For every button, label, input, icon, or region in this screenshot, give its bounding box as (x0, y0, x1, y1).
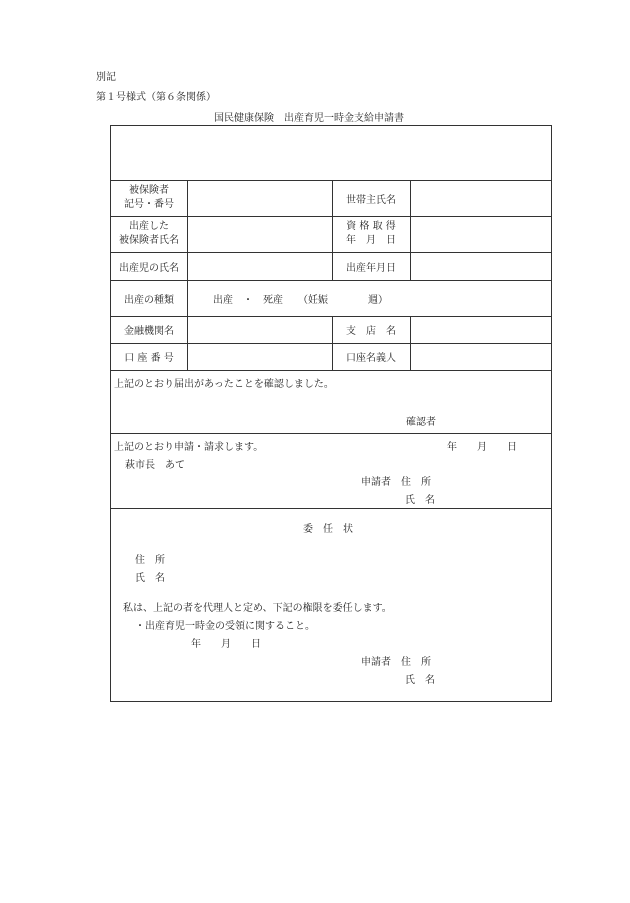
birth-insured-name-label (111, 216, 187, 252)
label-line: 被保険者 (129, 185, 169, 196)
applicant-name-field[interactable] (446, 487, 546, 505)
label-line: 出産した (129, 221, 169, 232)
divider (111, 370, 551, 371)
child-name-field[interactable] (188, 253, 332, 280)
confirmer-label: 確認者 (406, 417, 436, 428)
confirmer-field[interactable] (441, 408, 546, 428)
applicant-address-field[interactable] (446, 469, 546, 487)
label-line: 被保険者氏名 (119, 235, 179, 246)
birth-date-field[interactable] (411, 253, 551, 280)
qualification-date-field[interactable] (411, 217, 551, 252)
apply-text: 上記のとおり申請・請求します。 (114, 442, 264, 453)
birth-insured-name-field[interactable] (188, 217, 332, 252)
delegation-date[interactable]: 年 月 日 (191, 639, 261, 650)
household-head-label: 世帯主氏名 (346, 194, 396, 206)
delegation-applicant-address-field[interactable] (446, 649, 546, 667)
form-title: 国民健康保険 出産育児一時金支給申請書 (214, 113, 404, 124)
label-line: 年 月 日 (346, 235, 396, 246)
apply-date[interactable]: 年 月 日 (447, 442, 517, 453)
branch-name-field[interactable] (411, 317, 551, 343)
label-line: 資 格 取 得 (346, 221, 396, 232)
bank-name-label: 金融機関名 (124, 326, 174, 337)
divider (111, 508, 551, 509)
bank-name-field[interactable] (188, 317, 332, 343)
account-number-label: 口 座 番 号 (124, 353, 174, 364)
appendix-label: 別記 (96, 72, 116, 83)
insured-number-label (111, 180, 187, 216)
addressee: 萩市長 あて (125, 460, 185, 471)
divider (111, 433, 551, 434)
divider (187, 280, 188, 316)
form-number: 第１号様式（第６条関係） (96, 92, 216, 103)
qualification-date-label (332, 216, 410, 252)
delegation-applicant-name-field[interactable] (446, 667, 546, 685)
account-number-field[interactable] (188, 344, 332, 370)
applicant-name-label: 氏 名 (405, 495, 435, 506)
delegation-applicant-name-label: 氏 名 (405, 675, 435, 686)
delegate-address-label: 住 所 (135, 555, 165, 566)
confirm-text: 上記のとおり届出があったことを確認しました。 (114, 379, 334, 390)
label-line: 記号・番号 (124, 199, 174, 210)
household-head-field[interactable] (411, 181, 551, 216)
birth-type-label: 出産の種類 (124, 294, 174, 306)
delegate-name-label: 氏 名 (135, 573, 165, 584)
application-form (110, 125, 552, 702)
account-holder-label: 口座名義人 (346, 353, 396, 364)
delegate-address-field[interactable] (181, 547, 381, 565)
birth-type-options[interactable]: 出産 ・ 死産 （妊娠 週） (213, 294, 388, 306)
account-holder-field[interactable] (411, 344, 551, 370)
delegation-applicant-address-label: 申請者 住 所 (361, 657, 431, 668)
delegate-name-field[interactable] (181, 565, 381, 583)
delegation-item: ・出産育児一時金の受領に関すること。 (135, 621, 315, 632)
delegation-title: 委 任 状 (303, 524, 353, 535)
child-name-label: 出産児の氏名 (119, 262, 179, 274)
applicant-address-label: 申請者 住 所 (361, 477, 431, 488)
top-blank-area[interactable] (111, 126, 551, 180)
branch-name-label: 支 店 名 (346, 326, 396, 337)
insured-number-field[interactable] (188, 181, 332, 216)
birth-date-label: 出産年月日 (346, 262, 396, 274)
delegation-statement: 私は、上記の者を代理人と定め、下記の権限を委任します。 (123, 603, 392, 614)
